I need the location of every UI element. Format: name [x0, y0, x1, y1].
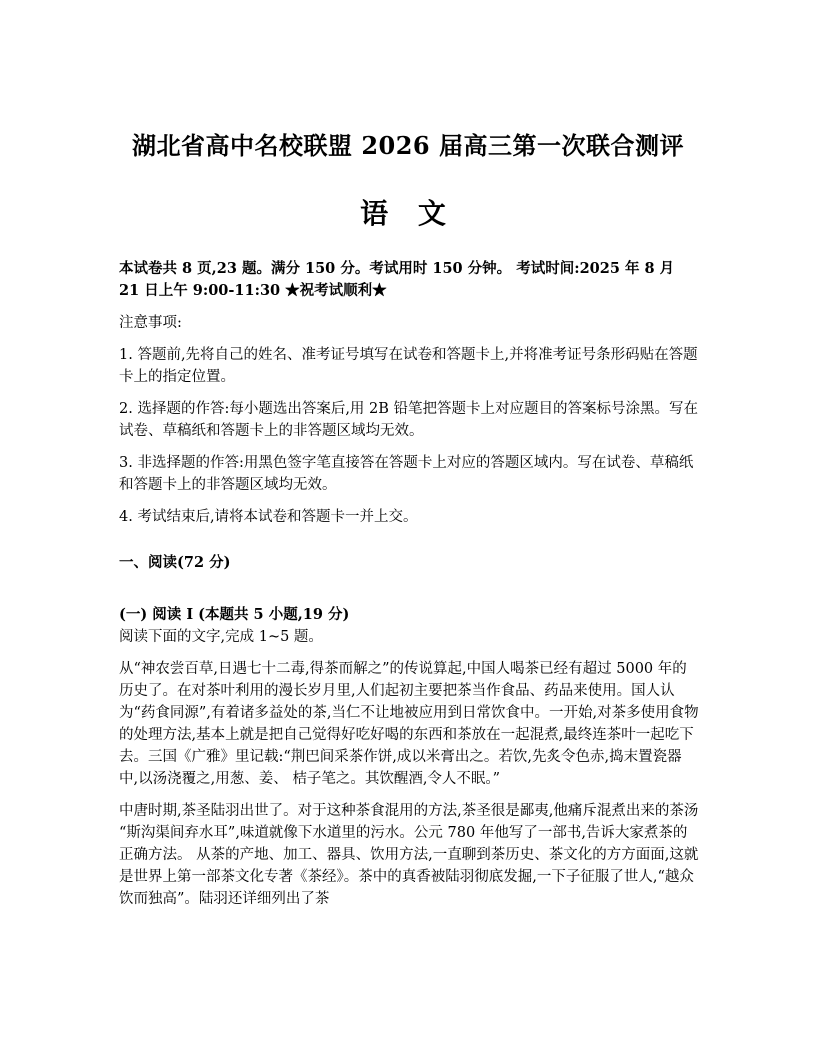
- subsection-heading: (一) 阅读 I (本题共 5 小题,19 分): [119, 606, 350, 623]
- notes-heading: 注意事项:: [119, 315, 182, 331]
- passage-paragraph-2: 中唐时期,茶圣陆羽出世了。对于这种茶食混用的方法,茶圣很是鄙夷,他痛斥混煮出来的茶汤 “斯沟渠间弃水耳”,味道就像下水道里的污水。公元 780 年他写了一部书,告诉大家煮茶的正确方法。 从茶的产地、加工、器具、饮用方法,一直聊到茶历史、茶文化的方方面面,这就是世界上第一部茶文化专著《茶经》。茶中的真香被陆羽彻底发掘,一下子征服了世人,“越众饮而独高”。陆羽还详细列出了茶: [119, 803, 699, 907]
- reading-instruction: 阅读下面的文字,完成 1~5 题。: [119, 629, 323, 645]
- note-item-3: 3. 非选择题的作答:用黑色签字笔直接答在答题卡上对应的答题区域内。写在试卷、草稿纸和答题卡上的非答题区域均无效。: [119, 455, 694, 493]
- exam-info: 本试卷共 8 页,23 题。满分 150 分。考试用时 150 分钟。 考试时间:2025 年 8 月 21 日上午 9:00-11:30 ★祝考试顺利★: [119, 260, 675, 299]
- document-body: [119, 258, 699, 910]
- subject-title: 语 文: [360, 197, 456, 230]
- note-item-4: 4. 考试结束后,请将本试卷和答题卡一并上交。: [119, 509, 418, 525]
- note-item-1: 1. 答题前,先将自己的姓名、准考证号填写在试卷和答题卡上,并将准考证号条形码贴在答题卡上的指定位置。: [119, 347, 698, 385]
- note-item-2: 2. 选择题的作答:每小题选出答案后,用 2B 铅笔把答题卡上对应题目的答案标号涂黑。写在试卷、草稿纸和答题卡上的非答题区域均无效。: [119, 401, 699, 439]
- passage-paragraph-1: 从“神农尝百草,日遇七十二毒,得茶而解之”的传说算起,中国人喝茶已经有超过 5000 年的历史了。在对茶叶利用的漫长岁月里,人们起初主要把茶当作食品、药品来使用。国人认为“药食同源”,有着诸多益处的茶,当仁不让地被应用到日常饮食中。一开始,对茶多使用食物的处理方法,基本上就是把自己觉得好吃好喝的东西和茶放在一起混煮,最终连茶叶一起吃下去。三国《广雅》里记载:“荆巴间采茶作饼,成以米膏出之。若饮,先炙令色赤,捣末置瓷器中,以汤浇覆之,用葱、姜、 桔子笔之。其饮醒酒,令人不眠。”: [119, 661, 699, 787]
- exam-title: 湖北省高中名校联盟 2026 届高三第一次联合测评: [131, 131, 684, 160]
- section-heading: 一、阅读(72 分): [119, 554, 231, 571]
